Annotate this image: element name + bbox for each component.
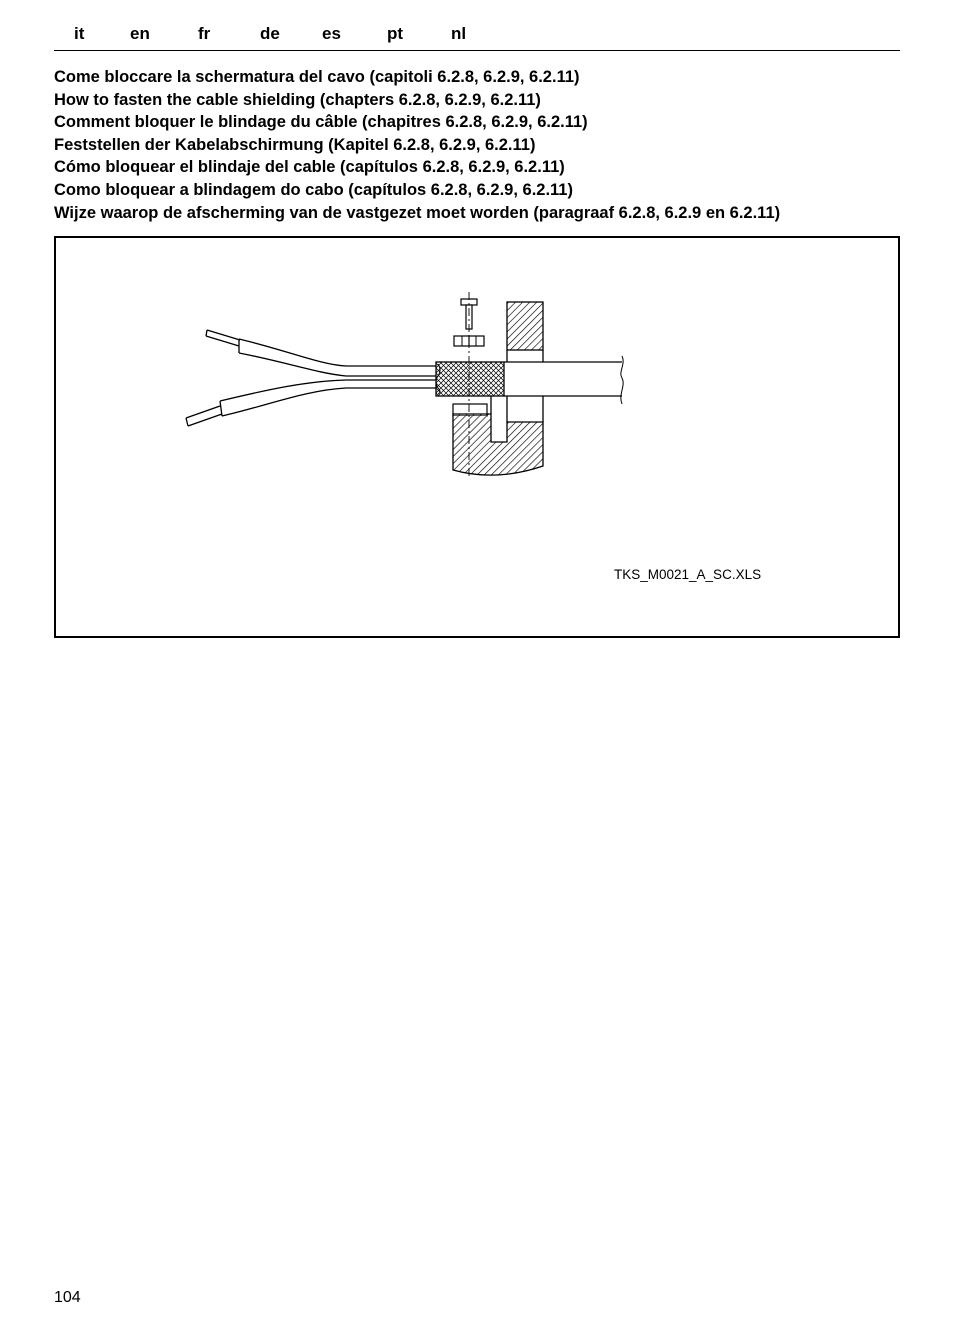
language-bar	[54, 22, 900, 51]
language-nl: nl	[451, 24, 467, 43]
language-pt: pt	[387, 24, 404, 43]
heading-nl: Wijze waarop de afscherming van de vastgezet moet worden (paragraaf 6.2.8, 6.2.9 en 6.2.11)	[54, 203, 781, 222]
heading-pt: Como bloquear a blindagem do cabo (capítulos 6.2.8, 6.2.9, 6.2.11)	[54, 180, 573, 199]
heading-es: Cómo bloquear el blindaje del cable (capítulos 6.2.8, 6.2.9, 6.2.11)	[54, 158, 565, 177]
heading-it: Come bloccare la schermatura del cavo (capitoli 6.2.8, 6.2.9, 6.2.11)	[54, 68, 580, 86]
page-number: 104	[54, 1289, 81, 1306]
language-en: en	[130, 24, 150, 43]
upper-wire-insulated	[239, 339, 436, 376]
lower-wire-insulated	[220, 380, 436, 416]
heading-de: Feststellen der Kabelabschirmung (Kapitel 6.2.8, 6.2.9, 6.2.11)	[54, 135, 536, 154]
language-de: de	[260, 24, 280, 43]
cable-shield-clamp-diagram	[56, 238, 898, 636]
upper-wire-conductor	[206, 330, 240, 346]
housing-upper	[507, 302, 543, 362]
heading-fr: Comment bloquer le blindage du câble (chapitres 6.2.8, 6.2.9, 6.2.11)	[54, 113, 588, 132]
heading-en: How to fasten the cable shielding (chapters 6.2.8, 6.2.9, 6.2.11)	[54, 90, 541, 109]
cable-jacket	[504, 356, 623, 404]
language-it: it	[74, 24, 85, 43]
section-headings	[54, 66, 934, 224]
language-es: es	[322, 24, 341, 43]
figure-reference: TKS_M0021_A_SC.XLS	[614, 567, 762, 582]
cable-shield-braid	[436, 362, 504, 396]
language-fr: fr	[198, 24, 211, 43]
figure-frame	[54, 236, 900, 638]
lower-wire-conductor	[186, 406, 222, 426]
